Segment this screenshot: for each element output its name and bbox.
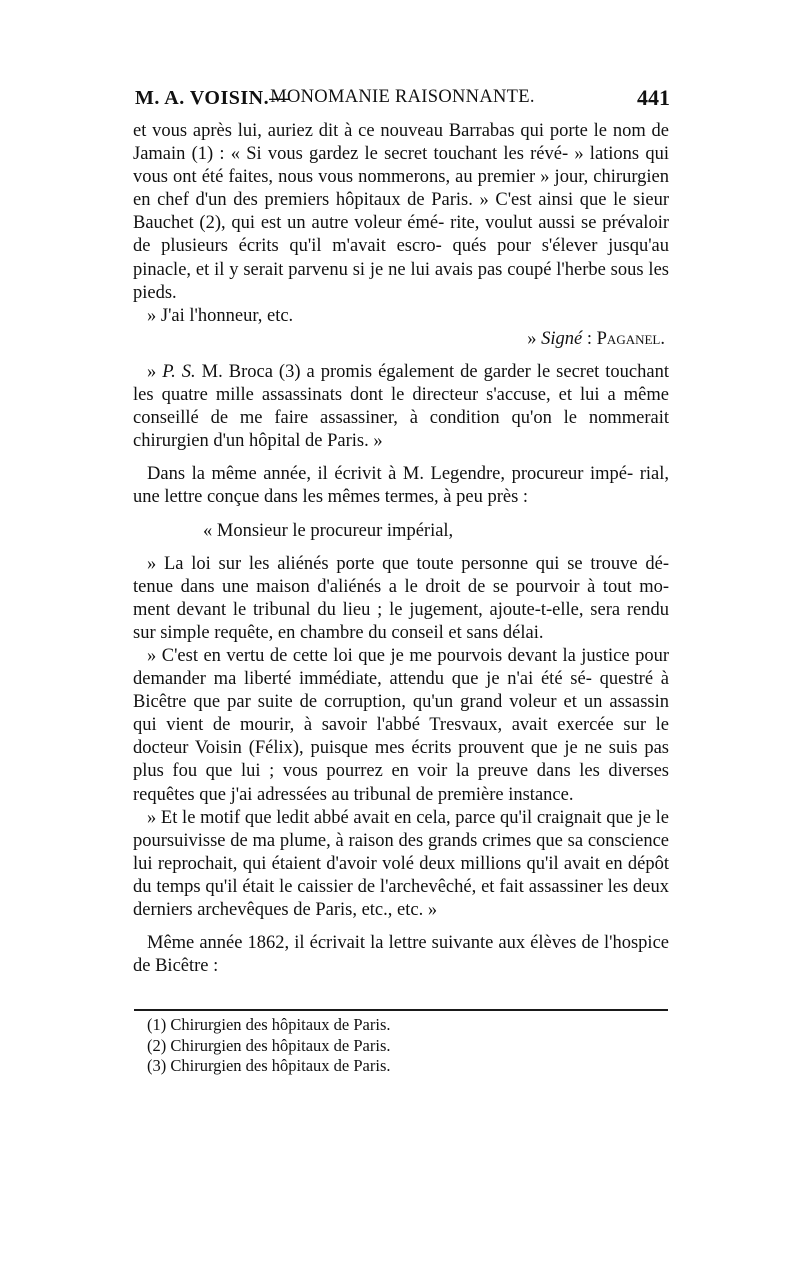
- postscript-label: P. S.: [162, 361, 196, 382]
- letter-paragraph: » C'est en vertu de cette loi que je me pourvois devant la justice pour demander ma liberté immédiate, attendu que je n'ai été sé- questré à Bicêtre que par suite de corruption, qu'un grand voleur et un assassin qui vient de mourir, à savoir l'abbé Tresvaux, avait exercée sur le docteur Voisin (Félix), puisque mes écrits prouvent que je ne suis pas plus fou que lui ; vous pourrez en voir la preuve dans les diverses requêtes que j'ai adressées au tribunal de première instance.: [133, 645, 669, 805]
- letter-paragraph: » Et le motif que ledit abbé avait en cela, parce qu'il craignait que je le poursuivisse de ma plume, à raison des grands crimes que sa conscience lui reprochait, qui étaient d'avoir volé deux millions qu'il avait en dépôt du temps qu'il était le caissier de l'archevêché, et fait assassiner les deux derniers archevêques de Paris, etc., etc. »: [133, 807, 669, 920]
- paragraph-postscript: [133, 361, 669, 453]
- paragraph-narrative: Dans la même année, il écrivit à M. Legendre, procureur impé- rial, une lettre conçue dans les mêmes termes, à peu près :: [133, 464, 669, 508]
- signature-name: : Paganel.: [582, 328, 665, 349]
- header-title: MONOMANIE RAISONNANTE.: [270, 87, 535, 107]
- postscript-text: M. Broca (3) a promis également de garder le secret touchant les quatre mille assassinats dont le directeur s'accuse, et lui a même conseillé de me faire assassiner, à condition qu'on le nommerait chirurgien d'un hôpital de Paris. »: [133, 361, 669, 452]
- page-number: 441: [637, 85, 670, 110]
- header-author: M. A. VOISIN.—: [135, 87, 290, 109]
- footnotes: [147, 1015, 667, 1077]
- footnote: (2) Chirurgien des hôpitaux de Paris.: [147, 1035, 391, 1055]
- footnote: (3) Chirurgien des hôpitaux de Paris.: [147, 1056, 391, 1075]
- running-header: [135, 87, 670, 115]
- paragraph-continuation: et vous après lui, auriez dit à ce nouveau Barrabas qui porte le nom de Jamain (1) : « Si vous gardez le secret touchant les révé- » lations qui vous ont été faites, nous vous nommerons, au premier » jour, chirurgien en chef d'un des premiers hôpitaux de Paris. » C'est ainsi que le sieur Bauchet (2), qui est un autre voleur émé- rite, voulut aussi se prévaloir de plusieurs écrits qu'il m'avait escro- qués pour s'élever jusqu'au pinacle, et il y serait parvenu si je ne lui avais pas coupé l'herbe sous les pieds.: [133, 121, 669, 303]
- postscript-prefix: »: [147, 361, 163, 382]
- letter-paragraph: » La loi sur les aliénés porte que toute personne qui se trouve dé- tenue dans une maison d'aliénés a le droit de se pourvoir à tout mo- ment devant le tribunal du lieu ; le jugement, ajoute-t-elle, sera rendu sur simple requête, en chambre du conseil et sans délai.: [133, 553, 669, 643]
- footnote: (1) Chirurgien des hôpitaux de Paris.: [147, 1015, 391, 1034]
- page-body: [133, 120, 669, 978]
- letter-salutation: « Monsieur le procureur impérial,: [203, 520, 454, 541]
- signature-label: Signé: [541, 328, 583, 349]
- paragraph-narrative: Même année 1862, il écrivait la lettre suivante aux élèves de l'hospice de Bicêtre :: [133, 933, 669, 977]
- paragraph-closing: » J'ai l'honneur, etc.: [147, 305, 294, 326]
- footnote-divider: [134, 1009, 668, 1011]
- signature-line: [133, 328, 669, 351]
- signature-prefix: »: [527, 328, 542, 349]
